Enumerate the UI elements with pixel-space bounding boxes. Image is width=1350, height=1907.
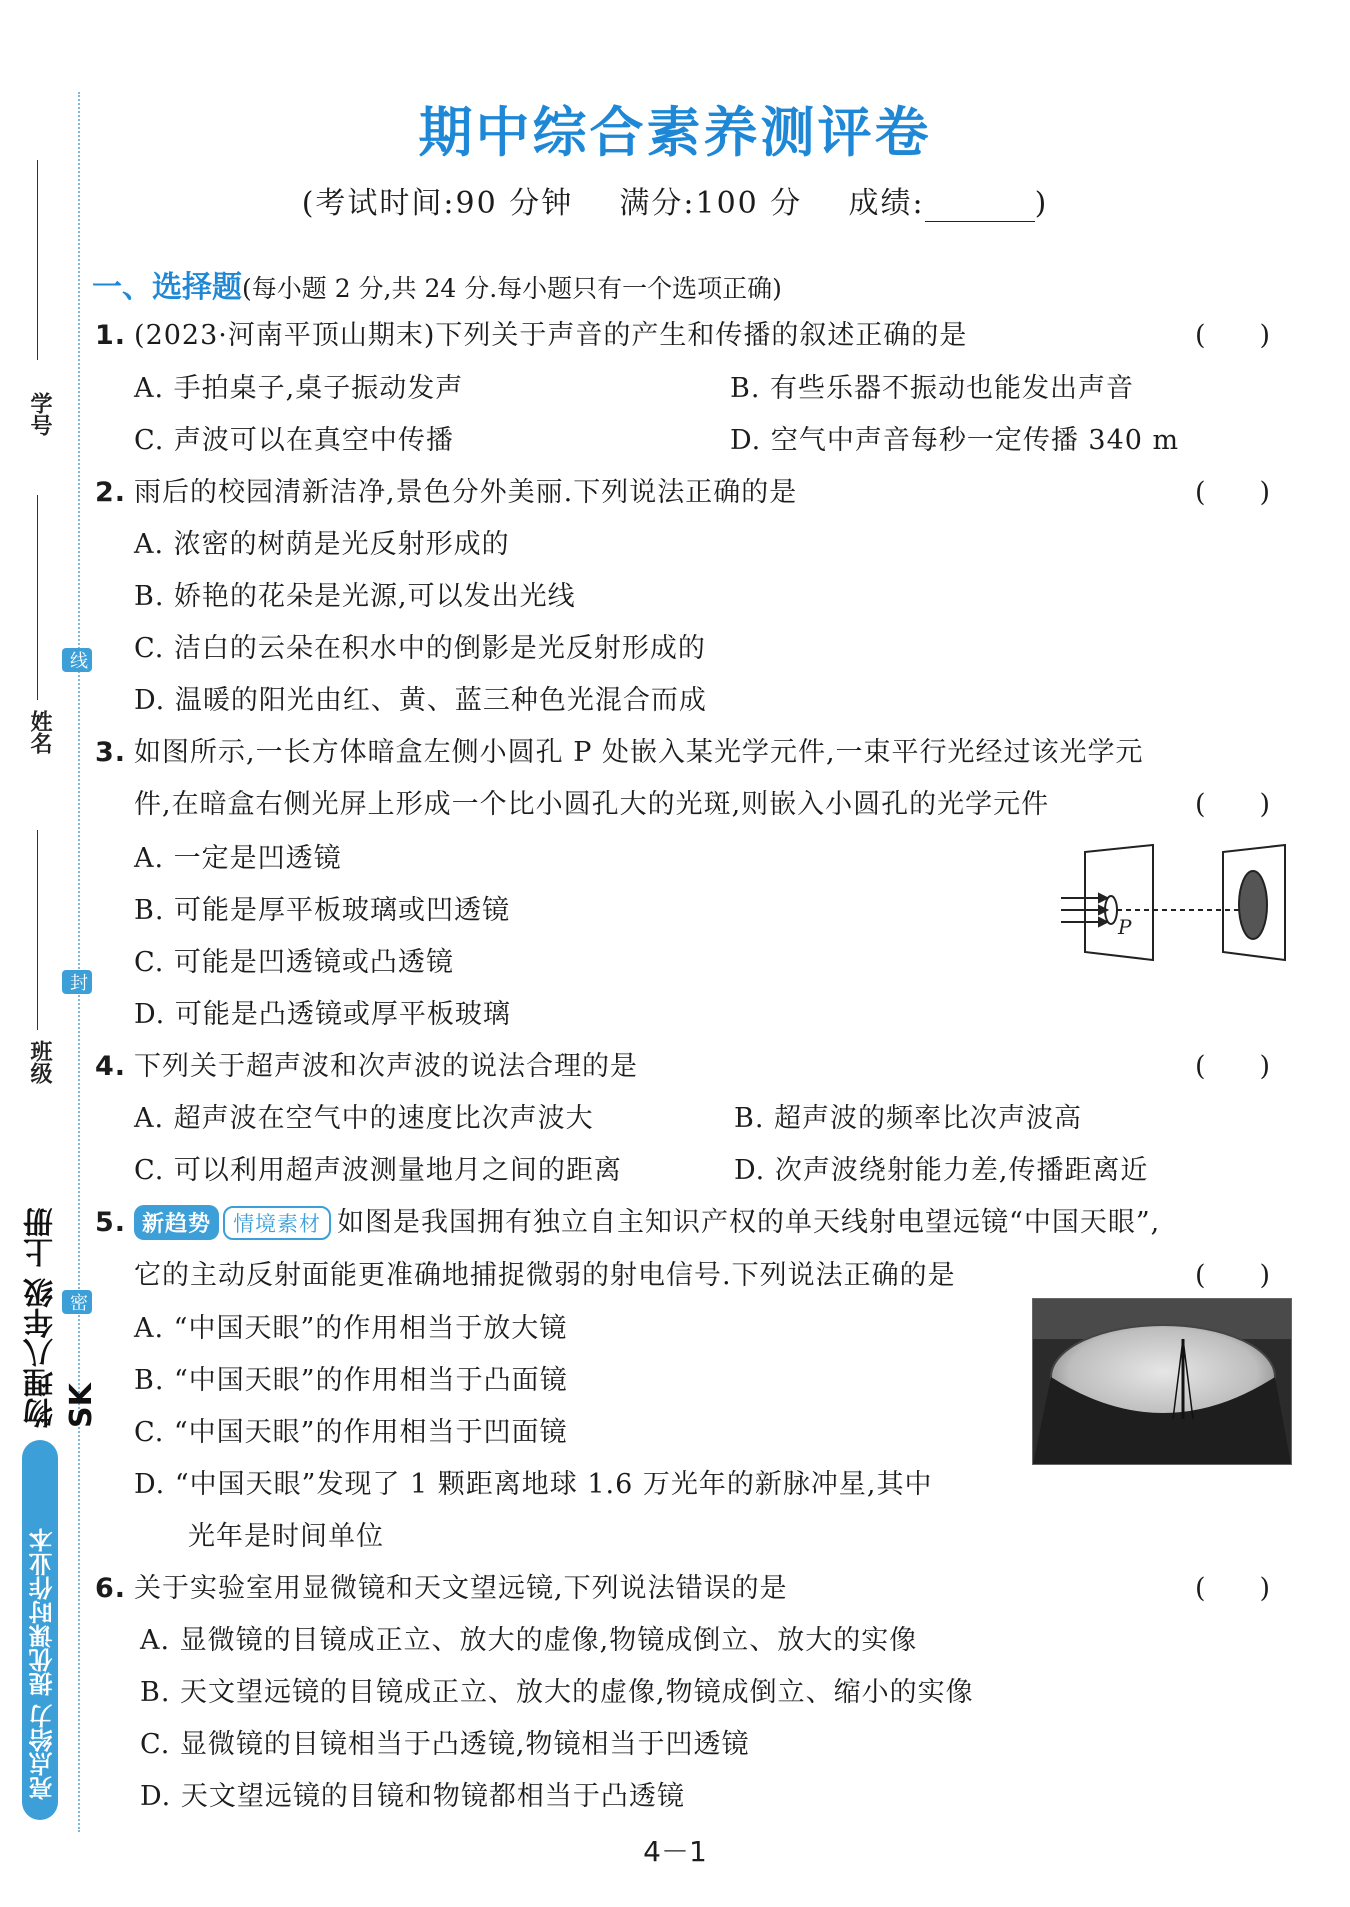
series-label: 物理八年级 上册 SK [24, 1207, 99, 1428]
option-a: A. 浓密的树荫是光反射形成的 [134, 529, 510, 560]
section-header [92, 262, 782, 306]
question-number: 3. [95, 737, 127, 768]
box-left-face [1085, 845, 1153, 960]
score-label: 成绩: [848, 186, 925, 221]
page-title: 期中综合素养测评卷 [418, 100, 932, 164]
option-d: D. 可能是凸透镜或厚平板玻璃 [134, 999, 511, 1030]
binding-dotted-line [78, 92, 80, 1832]
question-3 [95, 730, 1144, 769]
question-number: 4. [95, 1051, 127, 1082]
seal-close-mark: 密 [62, 1290, 92, 1314]
option-a: A. 手拍桌子,桌子振动发声 [134, 373, 464, 404]
question-5 [95, 1200, 1160, 1240]
fast-telescope-photo [1032, 1298, 1292, 1465]
option-d: D. 次声波绕射能力差,传播距离近 [734, 1155, 1149, 1186]
brand-badge [22, 1440, 58, 1820]
option-d: D. 温暖的阳光由红、黄、蓝三种色光混合而成 [134, 685, 707, 716]
name-line [37, 495, 38, 700]
option-d: D. 空气中声音每秒一定传播 340 m [730, 425, 1180, 456]
score-blank[interactable] [925, 197, 1035, 222]
question-stem: 如图所示,一长方体暗盒左侧小圆孔 P 处嵌入某光学元件,一束平行光经过该光学元 [134, 737, 1144, 768]
question-6 [95, 1566, 788, 1605]
option-c: C. 可以利用超声波测量地月之间的距离 [134, 1155, 622, 1186]
question-number: 5. [95, 1207, 127, 1238]
option-a: A. “中国天眼”的作用相当于放大镜 [134, 1313, 568, 1344]
option-b: B. 天文望远镜的目镜成正立、放大的虚像,物镜成倒立、缩小的实像 [140, 1677, 974, 1708]
option-b: B. 有些乐器不振动也能发出声音 [730, 373, 1135, 404]
seal-seal-mark: 封 [62, 970, 92, 994]
full-score: 满分:100 分 [619, 186, 803, 221]
exam-time: (考试时间:90 分钟 [301, 186, 574, 221]
question-stem: 如图是我国拥有独立自主知识产权的单天线射电望远镜“中国天眼”, [337, 1207, 1161, 1238]
answer-paren[interactable]: ( ) [1195, 1573, 1271, 1604]
dark-box-diagram [1055, 840, 1300, 965]
question-5-cont: 它的主动反射面能更准确地捕捉微弱的射电信号.下列说法正确的是 [134, 1260, 956, 1291]
question-4 [95, 1044, 638, 1083]
close-paren: ) [1034, 186, 1049, 221]
light-spot [1239, 871, 1267, 939]
context-tag: 情境素材 [223, 1206, 331, 1240]
option-a: A. 一定是凹透镜 [134, 843, 342, 874]
class-line [37, 830, 38, 1030]
option-c: C. 洁白的云朵在积水中的倒影是光反射形成的 [134, 633, 706, 664]
answer-paren[interactable]: ( ) [1195, 1051, 1271, 1082]
option-c: C. 显微镜的目镜相当于凸透镜,物镜相当于凹透镜 [140, 1729, 750, 1760]
answer-paren[interactable]: ( ) [1195, 789, 1271, 820]
answer-paren[interactable]: ( ) [1195, 320, 1271, 351]
answer-paren[interactable]: ( ) [1195, 1260, 1271, 1291]
question-2 [95, 470, 797, 509]
question-stem: (2023·河南平顶山期末)下列关于声音的产生和传播的叙述正确的是 [134, 320, 968, 351]
option-c: C. 可能是凹透镜或凸透镜 [134, 947, 454, 978]
option-d: D. “中国天眼”发现了 1 颗距离地球 1.6 万光年的新脉冲星,其中 [134, 1469, 933, 1500]
section-title: 一、选择题 [92, 270, 242, 305]
p-label: P [1118, 915, 1132, 939]
option-b: B. 娇艳的花朵是光源,可以发出光线 [134, 581, 576, 612]
question-number: 2. [95, 477, 127, 508]
question-number: 6. [95, 1573, 127, 1604]
option-c: C. 声波可以在真空中传播 [134, 425, 454, 456]
option-a: A. 显微镜的目镜成正立、放大的虚像,物镜成倒立、放大的实像 [140, 1625, 918, 1656]
question-1 [95, 313, 967, 352]
name-label: 姓名 [27, 710, 52, 754]
option-a: A. 超声波在空气中的速度比次声波大 [134, 1103, 594, 1134]
option-b: B. “中国天眼”的作用相当于凸面镜 [134, 1365, 568, 1396]
question-number: 1. [95, 320, 127, 351]
trend-tag: 新趋势 [134, 1205, 219, 1240]
brand-text: 亮点给力 提优课时作业本 [29, 1527, 57, 1800]
page-number: 4－1 [643, 1835, 707, 1868]
question-stem: 雨后的校园清新洁净,景色分外美丽.下列说法正确的是 [134, 477, 798, 508]
option-b: B. 超声波的频率比次声波高 [734, 1103, 1083, 1134]
answer-paren[interactable]: ( ) [1195, 477, 1271, 508]
question-stem: 下列关于超声波和次声波的说法合理的是 [134, 1051, 639, 1082]
option-d: D. 天文望远镜的目镜和物镜都相当于凸透镜 [140, 1781, 685, 1812]
seat-number-label: 学号 [27, 392, 52, 436]
exam-info [0, 178, 1350, 222]
option-b: B. 可能是厚平板玻璃或凹透镜 [134, 895, 511, 926]
question-stem: 关于实验室用显微镜和天文望远镜,下列说法错误的是 [134, 1573, 788, 1604]
option-d-cont: 光年是时间单位 [188, 1521, 384, 1552]
question-3-cont: 件,在暗盒右侧光屏上形成一个比小圆孔大的光斑,则嵌入小圆孔的光学元件 [134, 789, 1050, 820]
section-note: (每小题 2 分,共 24 分.每小题只有一个选项正确) [242, 274, 782, 303]
class-label: 班级 [27, 1040, 52, 1084]
option-c: C. “中国天眼”的作用相当于凹面镜 [134, 1417, 568, 1448]
seal-line-mark: 线 [62, 648, 92, 672]
